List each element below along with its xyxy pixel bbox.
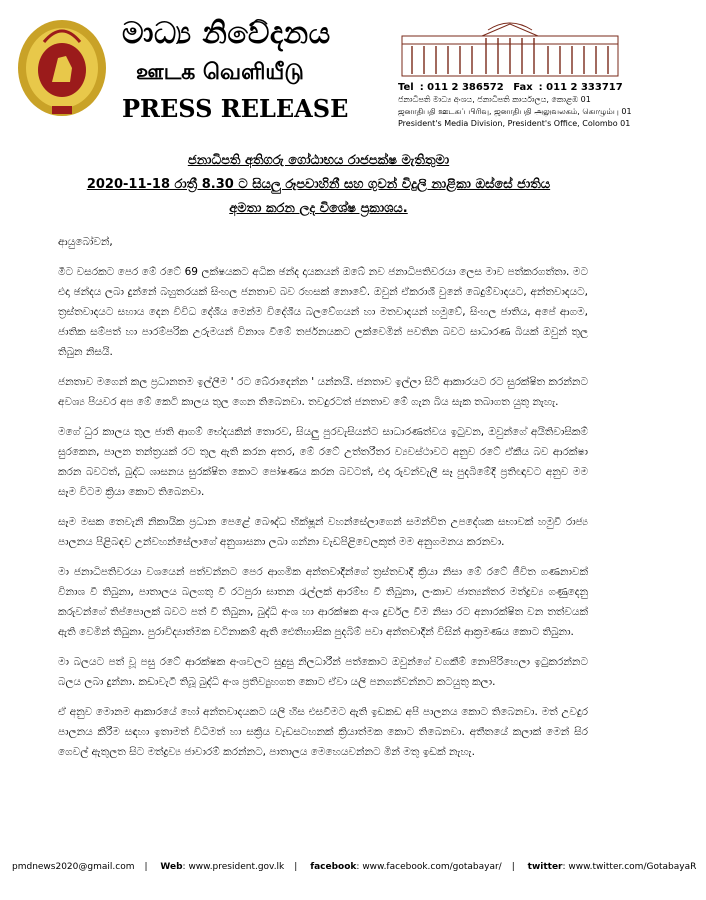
contact-block <box>398 82 632 130</box>
footer-twitter-label: twitter <box>527 862 563 872</box>
footer-web-value[interactable]: : www.president.gov.lk <box>182 862 285 872</box>
headline-line-1: ජනාධිපති අතිගරු ගෝඨාභය රාජපක්ෂ මැතිතුමා <box>187 153 450 168</box>
greeting: ආයුබෝවන්, <box>58 236 113 248</box>
title-english: PRESS RELEASE <box>122 94 349 123</box>
presidential-secretariat-building-icon <box>398 16 622 78</box>
footer-twitter-value[interactable]: : www.twitter.com/GotabayaR <box>562 862 697 872</box>
headline-line-3: අමතා කරන ලද විශේෂ ප්‍රකාශය. <box>229 201 408 216</box>
address-tamil: ஜனாதிபதி ஊடகப் பிரிவு, ஜனாதிபதி அலுவலகம், கொழும்பு 01 <box>398 107 632 116</box>
tel-value: : 011 2 386572 <box>419 82 504 93</box>
footer-facebook-value[interactable]: : www.facebook.com/gotabayar/ <box>356 862 502 872</box>
footer-email[interactable]: pmdnews2020@gmail.com <box>12 862 135 872</box>
paragraph-3: මගේ ධුර කාලය තුල ජාති ආගම් භේදයකින් තොරව, සියලු පුරවැසියන්ට සාධාරණත්වය ඉටුවන, ඔවුන්ගේ අයිතිවාසිකම් සුරකෙන, පාලන තන්ත්‍රයක් රට තුල ඇති කරන අතර, මේ රටේ උත්තරීතර ව්‍යවස්ථාවට අනුව රටේ ඒකීය බව ආරක්ෂා කරන බවටත්, බුද්ධ ශාසනය සුරක්ෂිත කොට පෝෂණය කරන බවටත්, එදා රුවන්වැලි සෑ පුදබිමේදී ප්‍රතිඥාවට අනුව මම සෑම විටම ක්‍රියා කොට තිබෙනවා. <box>58 426 588 498</box>
paragraph-2: ජනතාව මගෙන් කල ප්‍රධානතම ඉල්ලීම ' රට බේරාදෙන්න ' යන්නයි. ජනතාව ඉල්ලා සිටි ආකාරයට රට සුරක්ෂිත කරන්නට අවශ්‍ය පියවර අප මේ කෙටි කාලය තුල ගෙන තිබෙනවා. තවදුරටත් ජනතාව මේ ගැන බිය සැක තබාගත යුතු නැහැ. <box>58 376 588 408</box>
press-release-body <box>58 232 588 772</box>
paragraph-5: මා ජනාධිපතිවරයා වශයෙන් පත්වන්නට පෙර ආගමික අන්තවාදීන්ගේ ත්‍රස්තවාදී ක්‍රියා නිසා මේ රටේ ජීවිත ගණනාවක් විනාශ වී තිබුනා, පාතාලය බලගතු වී රටපුරා ඝාතන රැල්ලක් ආරම්භ වී තිබුනා, ලංකාව ජාත්‍යන්තර මත්ද්‍රව්‍ය ගණුදෙනු කරුවන්ගේ තිප්පොලක් බවට පත් වී තිබුනා, බුද්ධි අංශ හා ආරක්ෂක අංශ දුර්වල වීම නිසා රට අනාරක්ෂිත වන තත්වයක් ඇති වෙමින් තිබුනා. පුරාවිද්‍යාත්මක වටිනාකම් ඇති ඓතිහාසික පුදබිම් පවා අන්තවාදීන් විසින් ආක්‍රමණය කොට තිබුනා. <box>58 566 588 638</box>
fax-value: : 011 2 333717 <box>538 82 623 93</box>
footer-web-label: Web <box>160 862 183 872</box>
footer-facebook-label: facebook <box>310 862 357 872</box>
headline <box>0 150 637 220</box>
footer: pmdnews2020@gmail.com | Web: www.president.gov.lk | facebook: www.facebook.com/gotabayar/ | twitter: www.twitter.com/GotabayaR <box>12 862 697 872</box>
address-sinhala: ජනාධිපති මාධ්‍ය අංශය, ජනාධිපති කාර්යාලය, කොළඹ 01 <box>398 95 591 104</box>
title-sinhala: මාධ්‍ය නිවේදනය <box>122 16 331 51</box>
title-tamil: ஊடக வெளியீடு <box>136 60 304 85</box>
fax-label: Fax <box>513 82 533 93</box>
paragraph-1: මීට වසරකට පෙර මේ රටේ 69 ලක්ෂයකට අධික ඡන්ද දායකයන් ඔබේ නව ජනාධිපතිවරයා ලෙස මාව පත්කරගත්තා. මට එදා ඡන්දය ලබා දුන්නේ බහුතරයක් සිංහල ජනතාව බව රහසක් නොවේ. ඔවුන් ඒකරාශී වුනේ බෙදුම්වාදයට, අන්තවාදයට, ත්‍රස්තවාදයට සහාය දෙන විවිධ දේශීය මෙන්ම විදේශීය බලවේගයන් හා මතවාදයන් හමුවේ, සිංහල ජාතිය, අපේ ආගම, ජාතික සම්පත් හා පාරම්පරික උරුමයන් විනාශ වීමේ තර්ජනයකට ලක්වෙමින් පවතින බවට සාධාරණ බියක් ඔවුන් තුල තිබුන නිසයි. <box>58 266 588 358</box>
sri-lanka-emblem-icon <box>14 12 110 120</box>
paragraph-6: මා බලයට පත් වූ පසු රටේ ආරක්ෂක අංශවලට සුදුසු නිලධාරීන් පත්කොට ඔවුන්ගේ වගකීම් නොපිරිහෙලා ඉටුකරන්නට බලය ලබා දුන්නා. කඩාවැටී තිබූ බුද්ධි අංශ ප්‍රතිව්‍යුහගත කොට ඒවා යලි පනගන්වන්නට කටයුතු කලා. <box>58 656 588 688</box>
tel-label: Tel <box>398 82 414 93</box>
paragraph-7: ඒ අනුව මොනම ආකාරයේ හෝ අන්තවාදයකට යලි හිස එසවීමට ඇති ඉඩකඩ අපි පාලනය කොට තිබෙනවා. මත් උවදුර පාලනය කිරීම සඳහා ඉතාමත් විධිමත් හා සක්‍රිය වැඩසටහනක් ක්‍රියාත්මක කොට තිබෙනවා. අතීතයේ කලාක් මෙන් සිර ගෙවල් ඇතුලත සිට මත්ද්‍රව්‍ය ජාවාරම් කරන්නට, පාතාලය මෙහෙයවන්නට මින් මතු ඉඩක් නැහැ. <box>58 706 588 758</box>
headline-line-2: 2020-11-18 රාත්‍රී 8.30 ට සියලු රූපවාහිනී සහ ගුවන් විදුලි නාළිකා ඔස්සේ ජාතිය <box>86 177 551 192</box>
address-english: President's Media Division, President's Office, Colombo 01 <box>398 119 631 128</box>
paragraph-4: සෑම මසක තෙවැනි නිකායික ප්‍රධාන පෙළේ බෞද්ධ භික්ෂූන් වහන්සේලාගෙන් සමන්විත උපදේශක සභාවක් හමුවී රාජ්‍ය පාලනය පිළිබඳව උන්වහන්සේලාගේ අනුශාසනා ලබා ගන්නා වැඩපිළිවෙලකුත් මම අනුගමනය කරනවා. <box>58 516 588 548</box>
